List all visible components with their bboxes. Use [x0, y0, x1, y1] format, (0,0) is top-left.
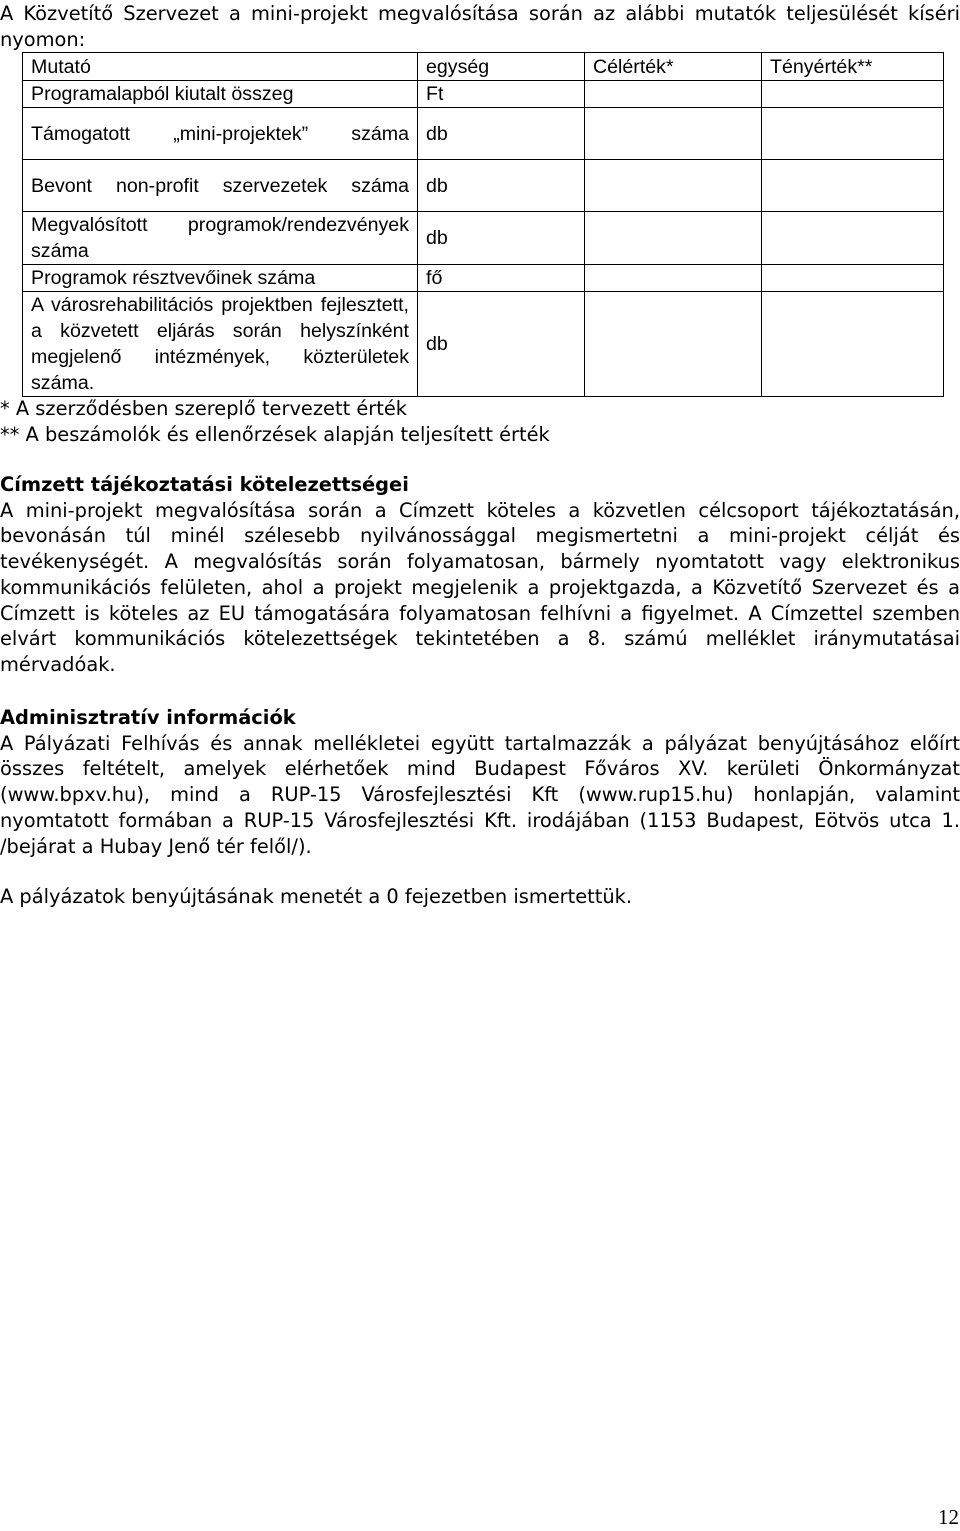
section-body: A mini-projekt megvalósítása során a Címzett köteles a közvetlen célcsoport tájékoztatásán, bevonásán túl minél szélesebb nyilvánossággal megismertetni a mini-projekt célját és tevékenységét. A megvalósítás során folyamatosan, bármely nyomtatott vagy elektronikus kommunikációs felületen, ahol a projekt megjelenik a projektgazda, a Közvetítő Szervezet és a Címzett is köteles az EU támogatására folyamatosan felhívni a figyelmet. A Címzettel szemben elvárt kommunikációs kötelezettségek tekintetében a 8. számú melléklet iránymutatásai mérvadóak. [0, 498, 960, 676]
row-tenyertek-cell [762, 292, 944, 397]
row-unit: db [418, 108, 585, 160]
footnote-celertek: * A szerződésben szereplő tervezett érték [0, 397, 408, 420]
table-row [23, 81, 944, 108]
row-mutato: Támogatott „mini-projektek” száma [23, 108, 418, 160]
footnote-tenyertek: ** A beszámolók és ellenőrzések alapján teljesített érték [0, 422, 550, 446]
row-tenyertek-cell [762, 108, 944, 160]
row-unit: db [418, 212, 585, 265]
row-celertek-cell [585, 81, 762, 108]
table-row [23, 212, 944, 265]
row-mutato: A városrehabilitációs projektben fejlesztett, a közvetett eljárás során helyszínként megjelenő intézmények, közterületek száma. [23, 292, 418, 397]
row-celertek-cell [585, 265, 762, 292]
header-celertek: Célérték* [585, 53, 762, 81]
table-row [23, 292, 944, 397]
row-mutato: Bevont non-profit szervezetek száma [23, 160, 418, 212]
indicator-table [22, 52, 944, 397]
row-tenyertek-cell [762, 160, 944, 212]
section-heading: Adminisztratív információk [0, 706, 296, 729]
row-unit: db [418, 292, 585, 397]
row-celertek-cell [585, 160, 762, 212]
section-tajekoztatasi [0, 472, 960, 678]
section-adminisztrativ [0, 705, 960, 859]
header-mutato: Mutató [23, 53, 418, 81]
row-celertek-cell [585, 212, 762, 265]
row-celertek-cell [585, 108, 762, 160]
page-number: 12 [938, 1505, 959, 1529]
row-unit: fő [418, 265, 585, 292]
table-row [23, 265, 944, 292]
row-unit: db [418, 160, 585, 212]
row-mutato: Programalapból kiutalt összeg [23, 81, 418, 108]
intro-paragraph: A Közvetítő Szervezet a mini-projekt megvalósítása során az alábbi mutatók teljesülését kíséri nyomon: [0, 2, 960, 51]
table-header-row [23, 53, 944, 81]
header-egyseg: egység [418, 53, 585, 81]
section-body: A Pályázati Felhívás és annak mellékletei együtt tartalmazzák a pályázat benyújtásához előírt összes feltételt, amelyek elérhetőek mind Budapest Főváros XV. kerületi Önkormányzat (www.bpxv.hu), mind a RUP-15 Városfejlesztési Kft (www.rup15.hu) honlapján, valamint nyomtatott formában a RUP-15 Városfejlesztési Kft. irodájában (1153 Budapest, Eötvös utca 1. /bejárat a Hubay Jenő tér felől/). [0, 731, 960, 858]
row-unit: Ft [418, 81, 585, 108]
row-celertek-cell [585, 292, 762, 397]
table-row [23, 160, 944, 212]
table-footnotes [0, 396, 960, 447]
row-mutato: Programok résztvevőinek száma [23, 265, 418, 292]
row-tenyertek-cell [762, 265, 944, 292]
row-tenyertek-cell [762, 81, 944, 108]
section-heading: Címzett tájékoztatási kötelezettségei [0, 473, 409, 496]
row-mutato: Megvalósított programok/rendezvények száma [23, 212, 418, 265]
closing-sentence: A pályázatok benyújtásának menetét a 0 fejezetben ismertettük. [0, 885, 633, 908]
header-tenyertek: Tényérték** [762, 53, 944, 81]
row-tenyertek-cell [762, 212, 944, 265]
table-row [23, 108, 944, 160]
